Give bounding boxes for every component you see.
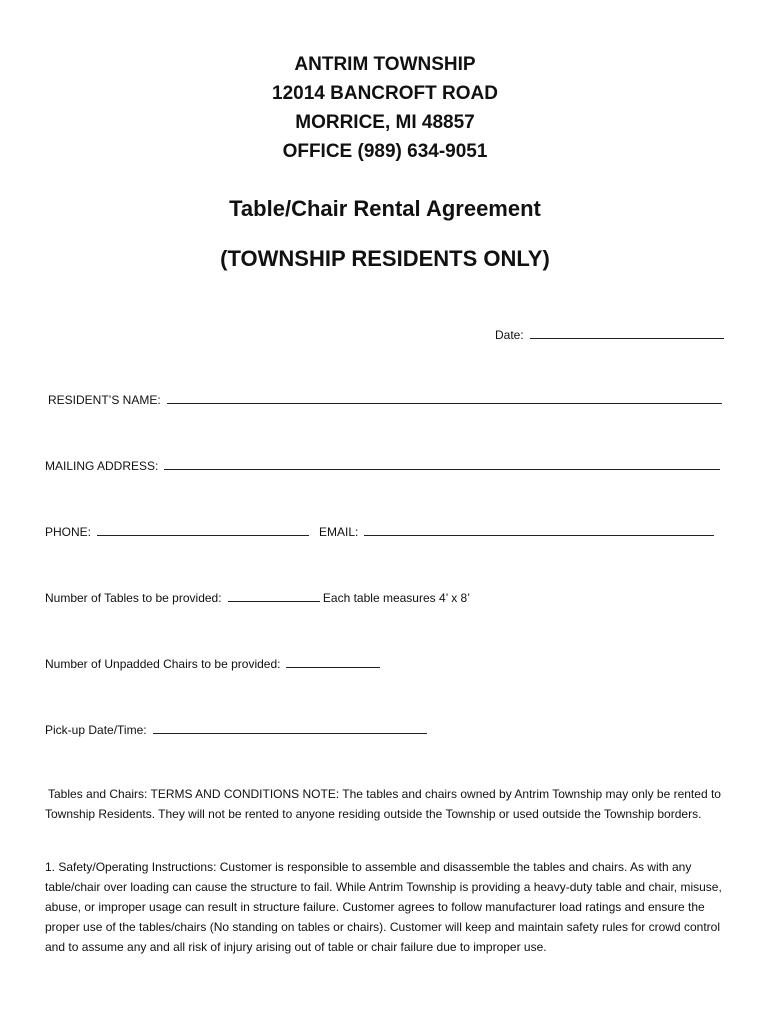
terms-item-1-paragraph: 1. Safety/Operating Instructions: Customer is responsible to assemble and disassemble the tables and chairs. As with any table/chair over loading can cause the structure to fail. While Antrim Township is providing a heavy-duty table and chair, misuse, abuse, or improper usage can result in structure failure. Customer agrees to follow manufacturer load ratings and ensure the proper use of the tables/chairs (No standing on tables or chairs). Customer will keep and maintain safety rules for crowd control and to assume any and all risk of injury arising out of table or chair failure due to improper use. [45,860,722,954]
mailing-address-field[interactable] [45,458,720,473]
resident-name-field[interactable] [48,392,722,407]
chairs-field[interactable] [45,656,380,671]
table-size-note: Each table measures 4’ x 8’ [322,591,470,605]
mailing-address-blank-line[interactable] [164,458,720,470]
office-phone: OFFICE (989) 634-9051 [282,141,488,162]
document-title: Table/Chair Rental Agreement [229,196,541,221]
tables-field[interactable] [45,590,470,605]
date-field[interactable] [495,327,724,342]
township-name: ANTRIM TOWNSHIP [294,54,476,75]
phone-field[interactable] [45,524,309,539]
resident-name-label: RESIDENT’S NAME: [48,393,161,407]
city-state-zip: MORRICE, MI 48857 [295,112,475,133]
date-label: Date: [495,328,524,342]
chairs-blank-line[interactable] [286,656,380,668]
pickup-blank-line[interactable] [153,722,427,734]
phone-label: PHONE: [45,525,92,539]
phone-blank-line[interactable] [97,524,309,536]
pickup-field[interactable] [45,722,427,737]
date-blank-line[interactable] [530,327,724,339]
street-address: 12014 BANCROFT ROAD [272,83,498,104]
pickup-label: Pick-up Date/Time: [45,723,147,737]
resident-name-blank-line[interactable] [167,392,722,404]
document-subtitle: (TOWNSHIP RESIDENTS ONLY) [220,246,550,271]
terms-intro-paragraph: Tables and Chairs: TERMS AND CONDITIONS NOTE: The tables and chairs owned by Antrim Township may only be rented to Township Residents. They will not be rented to anyone residing outside the Township or used outside the Township borders. [45,787,721,821]
tables-label: Number of Tables to be provided: [45,591,222,605]
email-blank-line[interactable] [364,524,714,536]
tables-blank-line[interactable] [228,590,320,602]
chairs-label: Number of Unpadded Chairs to be provided: [45,657,281,671]
email-label: EMAIL: [319,525,359,539]
email-field[interactable] [319,524,714,539]
mailing-address-label: MAILING ADDRESS: [45,459,159,473]
letterhead [0,50,770,166]
